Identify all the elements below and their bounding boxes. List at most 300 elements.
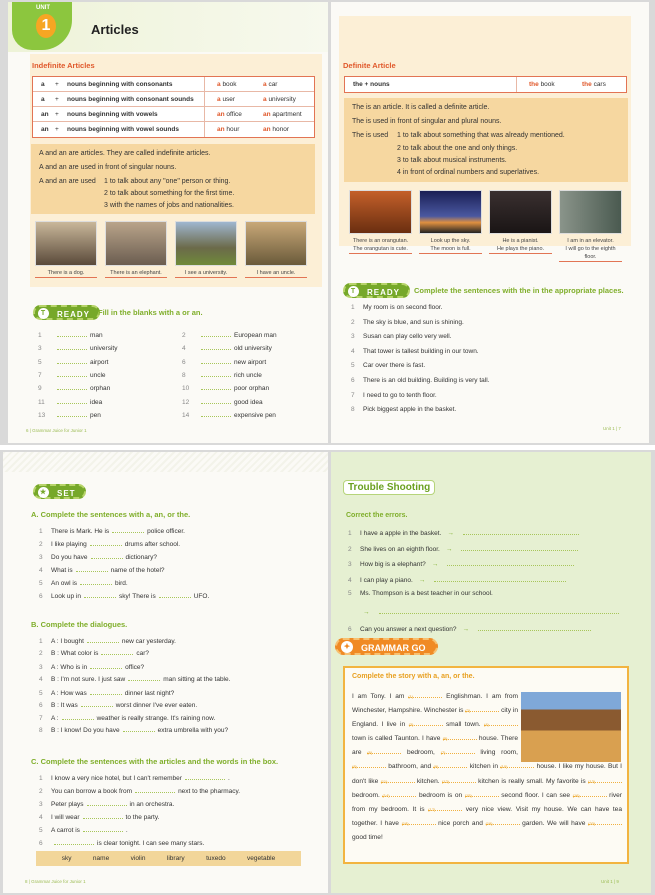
item-number: 7 xyxy=(38,371,42,379)
answer-blank[interactable] xyxy=(57,329,87,337)
arrow-icon: → xyxy=(445,546,453,553)
story-segment: kitchen is really small. My favorite is xyxy=(475,777,589,785)
item-number: 5 xyxy=(39,827,43,834)
sentence-part: A carrot is xyxy=(51,827,80,834)
list-item xyxy=(182,329,277,339)
sentence-part: next to the pharmacy. xyxy=(178,788,241,795)
list-item xyxy=(39,811,159,821)
sentence-part: Do you have xyxy=(51,554,88,561)
grammar-go-badge xyxy=(335,638,438,655)
word-box xyxy=(36,851,301,866)
use-item: 2 to talk about the one and only things. xyxy=(397,145,518,152)
use-item: 4 in front of ordinal numbers and superlatives. xyxy=(397,169,540,176)
story-segment: living room, xyxy=(474,749,518,757)
set-badge xyxy=(33,484,86,499)
sentence-part: drums after school. xyxy=(124,541,181,548)
sentence: I can play a piano. xyxy=(360,577,413,584)
article: an xyxy=(263,126,271,133)
page-8 xyxy=(3,452,328,893)
list-item xyxy=(351,333,452,340)
list-item xyxy=(39,551,157,561)
section-title: Indefinite Articles xyxy=(32,61,95,70)
sentence: She lives on an eighth floor. xyxy=(360,546,440,553)
item-number: 2 xyxy=(351,318,355,326)
sentence: That tower is tallest building in our town. xyxy=(363,347,479,355)
instruction: Complete the story with a, an, or the. xyxy=(352,673,475,680)
answer-blank[interactable] xyxy=(201,329,231,337)
story-segment: bedroom. xyxy=(352,791,383,799)
sentence: Can you answer a next question? xyxy=(360,626,457,633)
university-photo xyxy=(175,221,237,266)
story-blank[interactable]: (19) xyxy=(486,817,520,825)
item-number: 1 xyxy=(39,528,43,535)
item-number: 5 xyxy=(39,580,43,587)
item-word: idea xyxy=(90,398,103,406)
elephant-photo xyxy=(105,221,167,266)
story-segment: small town. xyxy=(442,721,484,729)
rule-text: The is an article. It is called a definite article. xyxy=(352,104,490,111)
item-word: rich uncle xyxy=(234,371,262,379)
story-blank[interactable]: (1) xyxy=(408,690,442,698)
answer-blank[interactable] xyxy=(123,724,155,732)
item-number: 13 xyxy=(38,411,46,419)
sentence-part: man sitting at the table. xyxy=(163,676,231,683)
list-item xyxy=(39,798,174,808)
list-item xyxy=(39,661,144,671)
table-row xyxy=(345,77,626,92)
list-item xyxy=(39,699,197,709)
answer-blank[interactable] xyxy=(90,661,122,669)
unit-label: UNIT xyxy=(36,5,50,11)
list-item xyxy=(348,574,569,584)
article: an xyxy=(41,111,49,118)
story-box xyxy=(343,666,629,864)
answer-blank[interactable] xyxy=(461,543,578,551)
answer-blank[interactable] xyxy=(185,772,225,780)
item-number: 4 xyxy=(39,676,43,683)
rule-cell: nouns beginning with consonants xyxy=(67,77,205,91)
example: university xyxy=(268,96,296,103)
photo-caption: I have an uncle. xyxy=(245,269,307,278)
item-number: 9 xyxy=(38,385,42,393)
image-spacer xyxy=(518,690,622,760)
item-word: university xyxy=(90,345,118,353)
story-blank[interactable]: (20) xyxy=(588,817,622,825)
instruction: Correct the errors. xyxy=(346,512,408,519)
bottom-spread xyxy=(0,450,655,895)
story-blank[interactable]: (14) xyxy=(382,789,416,797)
story-blank[interactable]: (3) xyxy=(409,718,443,726)
photo-caption: I see a university. xyxy=(175,269,237,278)
item-number: 4 xyxy=(39,814,43,821)
badge-label: READY xyxy=(367,288,401,297)
answer-blank[interactable] xyxy=(57,342,87,350)
item-number: 6 xyxy=(39,840,43,847)
sentence-part: B : I'm not sure. I just saw xyxy=(51,676,126,683)
list-item xyxy=(348,590,493,597)
answer-blank[interactable] xyxy=(57,409,87,417)
answer-blank[interactable] xyxy=(76,564,108,572)
item-number: 5 xyxy=(348,590,352,597)
story-blank[interactable]: (10) xyxy=(500,760,534,768)
answer-blank[interactable] xyxy=(83,811,123,819)
list-item xyxy=(182,409,276,419)
answer-blank[interactable] xyxy=(101,647,133,655)
word-option: name xyxy=(92,855,110,862)
list-item xyxy=(182,396,263,406)
list-item xyxy=(363,606,622,616)
photo-caption xyxy=(349,237,412,254)
example: user xyxy=(222,96,236,103)
instruction: Fill in the blanks with a or an. xyxy=(98,308,203,317)
story-segment: house. There are xyxy=(352,735,518,757)
story-blank[interactable]: (9) xyxy=(433,760,467,768)
rule-cell: nouns beginning with vowel sounds xyxy=(67,122,205,137)
sentence-part: police officer. xyxy=(147,528,185,535)
page-6 xyxy=(8,2,328,443)
list-item xyxy=(351,348,479,355)
example: book xyxy=(540,81,555,88)
list-item xyxy=(182,342,272,352)
use-item: 3 to talk about musical instruments. xyxy=(397,157,507,164)
answer-blank[interactable] xyxy=(80,577,112,585)
story-segment: very nice view. Visit my house. We can have tea together. I have xyxy=(352,805,622,827)
answer-blank[interactable] xyxy=(434,574,566,582)
plus-sign: + xyxy=(55,96,59,103)
use-item: 1 to talk about something that was already mentioned. xyxy=(397,132,565,139)
section-b-title: B. Complete the dialogues. xyxy=(31,620,128,629)
answer-blank[interactable] xyxy=(87,635,119,643)
item-number: 4 xyxy=(39,567,43,574)
pianist-photo xyxy=(489,190,552,234)
page-footer: Unit 1 | 9 xyxy=(601,879,619,884)
dog-photo xyxy=(35,221,97,266)
answer-blank[interactable] xyxy=(84,590,116,598)
item-word: orphan xyxy=(90,385,111,393)
arrow-icon: → xyxy=(462,626,469,633)
list-item xyxy=(182,356,266,366)
answer-blank[interactable] xyxy=(62,712,94,720)
story-blank[interactable]: (13) xyxy=(588,775,622,783)
article: a xyxy=(41,96,45,103)
story-segment: bedroom is on xyxy=(416,791,465,799)
sentence: Car over there is fast. xyxy=(363,362,426,370)
rule-text: A and an are used xyxy=(39,178,96,185)
story-blank[interactable]: (8) xyxy=(352,760,386,768)
list-item xyxy=(39,577,128,587)
list-item xyxy=(39,785,240,795)
sentence-part: A : How was xyxy=(51,690,87,697)
caption-line: Look up the sky. xyxy=(430,238,471,244)
list-item xyxy=(39,772,230,782)
answer-blank[interactable] xyxy=(201,356,231,364)
story-blank[interactable]: (4) xyxy=(484,718,518,726)
table-row xyxy=(33,107,314,122)
badge-label: SET xyxy=(57,489,76,498)
answer-blank[interactable] xyxy=(90,538,122,546)
rule-cell: the + nouns xyxy=(345,77,517,92)
rule-text: The is used in front of singular and plural nouns. xyxy=(352,118,502,125)
example: honor xyxy=(272,126,290,133)
item-number: 1 xyxy=(348,530,352,537)
item-number: 1 xyxy=(39,775,43,782)
section-c-title: C. Complete the sentences with the articles and the words in the box. xyxy=(31,757,279,766)
sentence-part: An owl is xyxy=(51,580,78,587)
list-item xyxy=(39,724,228,734)
list-item xyxy=(39,824,128,834)
sentence: Pick biggest apple in the basket. xyxy=(363,406,457,414)
answer-blank[interactable] xyxy=(112,525,144,533)
item-number: 8 xyxy=(39,727,43,734)
sentence: Susan can play cello very well. xyxy=(363,333,452,341)
list-item xyxy=(351,406,456,413)
moon-sky-photo xyxy=(419,190,482,234)
sentence: I have a apple in the basket. xyxy=(360,530,442,537)
answer-blank[interactable] xyxy=(201,369,231,377)
word-option: vegetable xyxy=(247,855,276,862)
item-word: new airport xyxy=(234,358,267,366)
photo-caption: There is an elephant. xyxy=(105,269,167,278)
caption-line: The moon is full. xyxy=(430,246,471,252)
item-number: 12 xyxy=(182,398,190,406)
list-item xyxy=(182,382,269,392)
sentence-part: I will wear xyxy=(51,814,80,821)
list-item xyxy=(351,377,489,384)
article: an xyxy=(263,111,271,118)
example: apartment xyxy=(272,111,302,118)
list-item xyxy=(348,623,594,633)
page-7 xyxy=(331,2,649,443)
instruction: Complete the sentences with the in the appropriate places. xyxy=(414,286,624,295)
answer-blank[interactable] xyxy=(83,824,123,832)
item-word: airport xyxy=(90,358,109,366)
sentence-part: . xyxy=(125,827,128,834)
sentence-part: sky! There is xyxy=(119,593,156,600)
item-number: 3 xyxy=(351,333,355,341)
item-number: 2 xyxy=(39,650,43,657)
word-option: tuxedo xyxy=(206,855,226,862)
answer-blank[interactable] xyxy=(54,837,94,845)
item-number: 10 xyxy=(182,385,190,393)
list-item xyxy=(351,362,425,369)
article: a xyxy=(217,81,221,88)
rule-text: A and an are articles. They are called indefinite articles. xyxy=(39,150,211,157)
story-segment: I am Tony. I am xyxy=(352,693,409,700)
story-segment: river from my bedroom. It is xyxy=(352,791,622,813)
list-item xyxy=(39,712,215,722)
answer-blank[interactable] xyxy=(90,687,122,695)
sentence-part: weather is really strange. It's raining now. xyxy=(96,715,216,722)
word-option: violin xyxy=(130,855,146,862)
list-item xyxy=(38,329,103,339)
list-item xyxy=(348,543,581,553)
item-number: 6 xyxy=(39,702,43,709)
item-number: 6 xyxy=(39,593,43,600)
sentence-part: is clear tonight. I can see many stars. xyxy=(97,840,205,847)
answer-blank[interactable] xyxy=(201,342,231,350)
plus-sign: + xyxy=(55,126,59,133)
caption-line: I will go to the eighth floor. xyxy=(565,246,616,260)
story-segment: bedroom, xyxy=(401,749,441,757)
example: hour xyxy=(226,126,240,133)
item-number: 2 xyxy=(348,546,352,553)
story-blank[interactable]: (17) xyxy=(428,803,462,811)
item-number: 4 xyxy=(182,345,186,353)
item-number: 3 xyxy=(39,801,43,808)
photo-caption xyxy=(419,237,482,254)
item-number: 6 xyxy=(348,626,352,633)
item-number: 4 xyxy=(351,347,355,355)
item-word: poor orphan xyxy=(234,385,270,393)
sentence-part: dinner last night? xyxy=(124,690,175,697)
story-blank[interactable]: (5) xyxy=(443,732,477,740)
item-number: 5 xyxy=(351,362,355,370)
example: car xyxy=(268,81,278,88)
sentence: How big is a elephant? xyxy=(360,561,426,568)
table-row xyxy=(33,77,314,92)
answer-blank[interactable] xyxy=(201,382,231,390)
ready-icon: T xyxy=(348,286,359,297)
word-option: sky xyxy=(61,855,72,862)
item-number: 14 xyxy=(182,411,190,419)
ready-badge xyxy=(343,283,410,298)
sentence-part: You can borrow a book from xyxy=(51,788,133,795)
story-segment: house. I like my house. But I don't like xyxy=(352,763,622,785)
example: book xyxy=(222,81,237,88)
photo-caption xyxy=(559,237,622,262)
sentence-part: A : Who is in xyxy=(51,664,88,671)
list-item xyxy=(39,687,174,697)
item-number: 3 xyxy=(39,554,43,561)
list-item xyxy=(38,409,101,419)
sentence: The sky is blue, and sun is shining. xyxy=(363,318,464,326)
sentence-part: B : What color is xyxy=(51,650,99,657)
arrow-icon: → xyxy=(431,561,439,568)
article: a xyxy=(263,81,267,88)
page-9 xyxy=(331,452,651,893)
story-segment: nice porch and xyxy=(435,819,486,827)
story-segment: town is called Taunton. I have xyxy=(352,735,443,743)
item-number: 8 xyxy=(351,406,355,414)
list-item xyxy=(39,564,165,574)
story-blank[interactable]: (15) xyxy=(465,789,499,797)
runner-icon: ✦ xyxy=(341,641,353,653)
caption-line: There is an orangutan. xyxy=(352,238,409,244)
use-item: 2 to talk about something for the first time. xyxy=(104,190,235,197)
sentence-part: extra umbrella with you? xyxy=(157,727,229,734)
rule-text: The is used xyxy=(352,132,389,139)
story-segment: garden. We will have xyxy=(519,819,589,827)
item-number: 7 xyxy=(39,715,43,722)
sentence-part: car? xyxy=(136,650,149,657)
list-item xyxy=(38,396,102,406)
story-blank[interactable]: (6) xyxy=(367,746,401,754)
trouble-shooting-title: Trouble Shooting xyxy=(343,480,435,495)
set-icon: ★ xyxy=(39,489,48,496)
sentence-part: worst dinner I've ever eaten. xyxy=(115,702,198,709)
answer-blank[interactable] xyxy=(201,396,231,404)
badge-label: READY xyxy=(57,310,91,319)
list-item xyxy=(38,342,117,352)
article: a xyxy=(217,96,221,103)
photo-caption xyxy=(489,237,552,254)
arrow-icon: → xyxy=(363,609,370,616)
example: cars xyxy=(593,81,606,88)
answer-blank[interactable] xyxy=(379,606,619,614)
badge-label: GRAMMAR GO xyxy=(361,643,426,653)
sentence-part: . xyxy=(227,775,230,782)
unit-number: 1 xyxy=(36,14,56,38)
answer-blank[interactable] xyxy=(91,551,123,559)
story-blank[interactable]: (12) xyxy=(442,775,476,783)
item-word: uncle xyxy=(90,371,106,379)
sentence-part: new car yesterday. xyxy=(121,638,176,645)
story-blank[interactable]: (2) xyxy=(465,704,499,712)
list-item xyxy=(39,635,176,645)
list-item xyxy=(39,673,230,683)
answer-blank[interactable] xyxy=(57,369,87,377)
answer-blank[interactable] xyxy=(463,527,580,535)
item-number: 2 xyxy=(182,332,186,339)
story-segment: kitchen. xyxy=(414,777,442,785)
sentence: My room is on second floor. xyxy=(363,304,443,311)
article: a xyxy=(263,96,267,103)
answer-blank[interactable] xyxy=(447,558,574,566)
story-blank[interactable]: (11) xyxy=(381,775,415,783)
arrow-icon: → xyxy=(447,530,454,537)
article: an xyxy=(41,126,49,133)
answer-blank[interactable] xyxy=(478,623,592,631)
sentence-part: Look up in xyxy=(51,593,81,600)
rules-box xyxy=(31,144,315,214)
story-blank[interactable]: (7) xyxy=(441,746,475,754)
story-segment: Englishman. I am from Winchester, Hampshire. Winchester is xyxy=(352,693,519,715)
answer-blank[interactable] xyxy=(87,798,127,806)
story-blank[interactable]: (16) xyxy=(573,789,607,797)
answer-blank[interactable] xyxy=(135,785,175,793)
answer-blank[interactable] xyxy=(57,396,87,404)
sentence: I need to go to tenth floor. xyxy=(363,391,437,399)
caption-line: He is a pianist. xyxy=(502,238,539,244)
word-option: library xyxy=(166,855,185,862)
rule-cell: nouns beginning with vowels xyxy=(67,107,205,121)
answer-blank[interactable] xyxy=(81,699,113,707)
item-word: expensive pen xyxy=(234,411,276,419)
table-row xyxy=(33,92,314,107)
story-blank[interactable]: (18) xyxy=(402,817,436,825)
answer-blank[interactable] xyxy=(128,673,160,681)
sentence-part: A : I bought xyxy=(51,638,84,645)
answer-blank[interactable] xyxy=(57,356,87,364)
sentence-part: UFO. xyxy=(193,593,210,600)
item-number: 2 xyxy=(39,541,43,548)
answer-blank[interactable] xyxy=(201,409,231,417)
list-item xyxy=(348,558,577,568)
item-word: good idea xyxy=(234,398,263,406)
uncle-photo xyxy=(245,221,307,266)
use-item: 1 to talk about any "one" person or thing. xyxy=(104,178,231,185)
list-item xyxy=(38,356,108,366)
page-footer: 6 | Grammar Juice for Junior 1 xyxy=(26,428,87,433)
rule-text: A and an are used in front of singular nouns. xyxy=(39,164,177,171)
page-footer: Unit 1 | 7 xyxy=(603,426,621,431)
answer-blank[interactable] xyxy=(57,382,87,390)
definite-table xyxy=(344,76,627,93)
page-title: Articles xyxy=(91,22,139,37)
page-footer: 8 | Grammar Juice for Junior 1 xyxy=(25,879,86,884)
item-number: 4 xyxy=(348,577,352,584)
answer-blank[interactable] xyxy=(159,590,191,598)
